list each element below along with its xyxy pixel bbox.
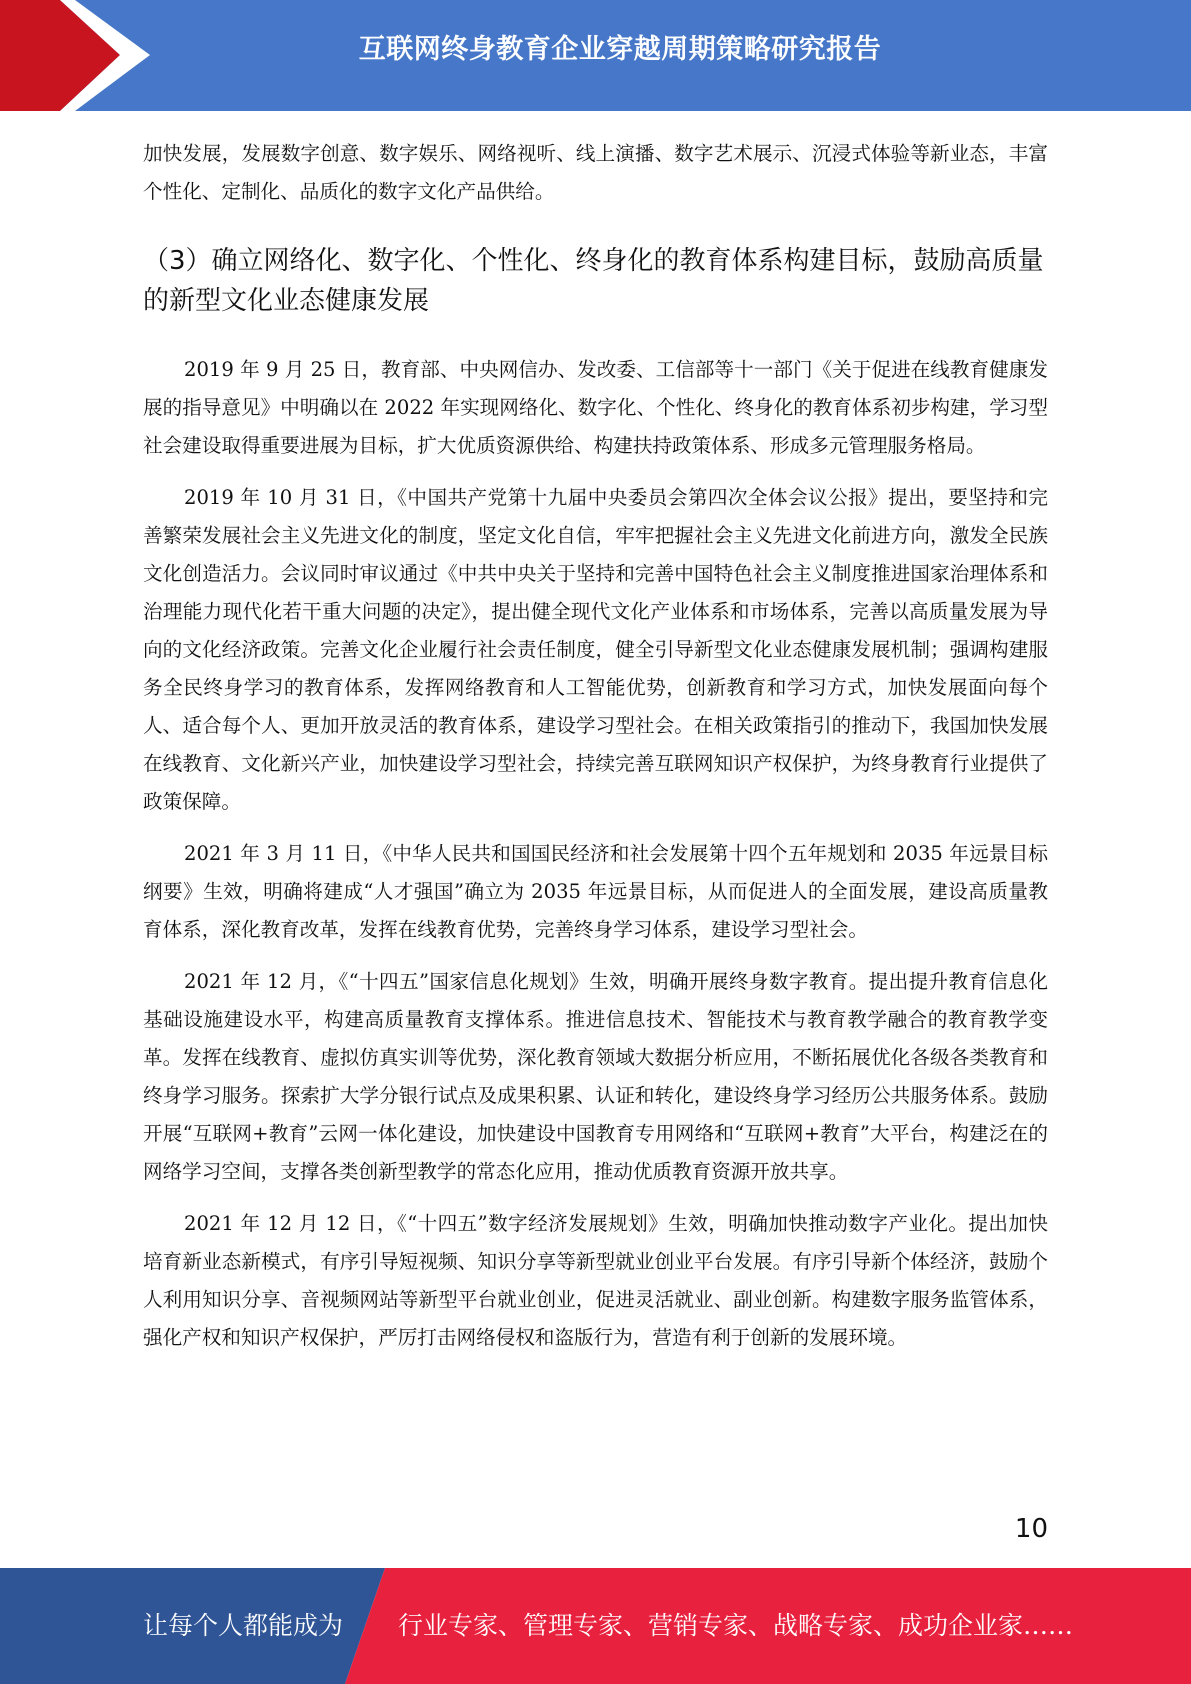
body-paragraph: 2021 年 12 月，《“十四五”国家信息化规划》生效，明确开展终身数字教育。提出提升教育信息化基础设施建设水平，构建高质量教育支撑体系。推进信息技术、智能技术与教育教学融合的教育教学变革。发挥在线教育、虚拟仿真实训等优势，深化教育领域大数据分析应用，不断拓展优化各级各类教育和终身学习服务。探索扩大学分银行试点及成果积累、认证和转化，建设终身学习经历公共服务体系。鼓励开展“互联网+教育”云网一体化建设，加快建设中国教育专用网络和“互联网+教育”大平台，构建泛在的网络学习空间，支撑各类创新型教学的常态化应用，推动优质教育资源开放共享。 [143,970,1048,1183]
report-title: 互联网终身教育企业穿越周期策略研究报告 [358,34,882,65]
body-paragraph: 2019 年 9 月 25 日，教育部、中央网信办、发改委、工信部等十一部门《关于促进在线教育健康发展的指导意见》中明确以在 2022 年实现网络化、数字化、个性化、终身化的教育体系初步构建，学习型社会建设取得重要进展为目标，扩大优质资源供给、构建扶持政策体系、形成多元管理服务格局。 [143,358,1048,457]
body-paragraph: 2021 年 3 月 11 日，《中华人民共和国国民经济和社会发展第十四个五年规划和 2035 年远景目标纲要》生效，明确将建成“人才强国”确立为 2035 年远景目标，从而促进人的全面发展，建设高质量教育体系，深化教育改革，发挥在线教育优势，完善终身学习体系，建设学习型社会。 [143,842,1048,941]
body-paragraph: 2019 年 10 月 31 日，《中国共产党第十九届中央委员会第四次全体会议公报》提出，要坚持和完善繁荣发展社会主义先进文化的制度，坚定文化自信，牢牢把握社会主义先进文化前进方向，激发全民族文化创造活力。会议同时审议通过《中共中央关于坚持和完善中国特色社会主义制度推进国家治理体系和治理能力现代化若干重大问题的决定》，提出健全现代文化产业体系和市场体系，完善以高质量发展为导向的文化经济政策。完善文化企业履行社会责任制度，健全引导新型文化业态健康发展机制；强调构建服务全民终身学习的教育体系，发挥网络教育和人工智能优势，创新教育和学习方式，加快发展面向每个人、适合每个人、更加开放灵活的教育体系，建设学习型社会。在相关政策指引的推动下，我国加快发展在线教育、文化新兴产业，加快建设学习型社会，持续完善互联网知识产权保护，为终身教育行业提供了政策保障。 [143,486,1048,813]
footer-slogan-left: 让每个人都能成为 [143,1611,344,1640]
page-header-band [0,0,1191,111]
page-body [143,135,1048,1357]
lead-paragraph: 加快发展，发展数字创意、数字娱乐、网络视听、线上演播、数字艺术展示、沉浸式体验等新业态，丰富个性化、定制化、品质化的数字文化产品供给。 [143,142,1048,203]
section-heading: （3）确立网络化、数字化、个性化、终身化的教育体系构建目标，鼓励高质量的新型文化业态健康发展 [143,246,1044,316]
page-number: 10 [1014,1514,1048,1544]
body-paragraph: 2021 年 12 月 12 日，《“十四五”数字经济发展规划》生效，明确加快推动数字产业化。提出加快培育新业态新模式，有序引导短视频、知识分享等新型就业创业平台发展。有序引导新个体经济，鼓励个人利用知识分享、音视频网站等新型平台就业创业，促进灵活就业、副业创新。构建数字服务监管体系，强化产权和知识产权保护，严厉打击网络侵权和盗版行为，营造有利于创新的发展环境。 [143,1212,1048,1349]
header-red-chevron-decoration [0,0,160,111]
page-footer-band [0,1568,1191,1684]
footer-slogan-right: 行业专家、管理专家、营销专家、战略专家、成功企业家…… [398,1611,1074,1640]
